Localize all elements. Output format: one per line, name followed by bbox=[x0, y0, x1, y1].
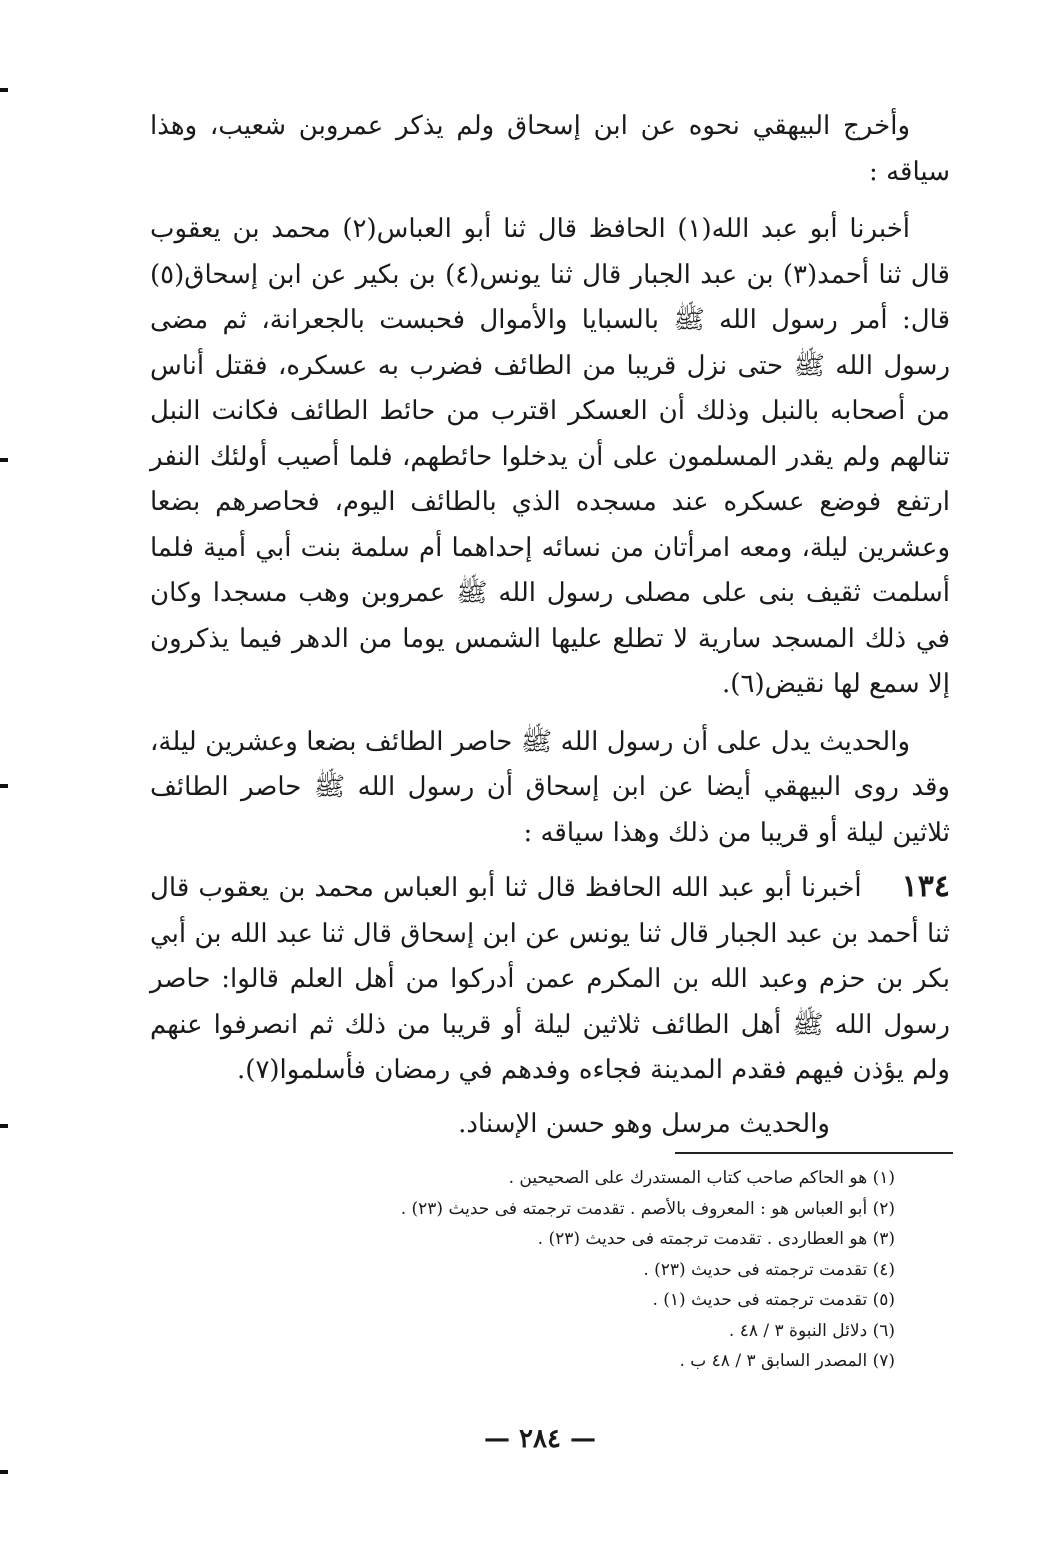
page-number: — ٢٨٤ — bbox=[483, 1424, 597, 1454]
hadith-number: ١٣٤ bbox=[901, 869, 950, 904]
paragraph-intro: وأخرج البيهقي نحوه عن ابن إسحاق ولم يذكر عمروبن شعيب، وهذا سياقه : bbox=[150, 111, 950, 187]
footnote-4: (٤) تقدمت ترجمته فى حديث (٢٣) . bbox=[643, 1259, 895, 1280]
footnote-5: (٥) تقدمت ترجمته فى حديث (١) . bbox=[652, 1290, 895, 1310]
scan-edge-mark bbox=[0, 88, 8, 92]
hadith-text: أخبرنا أبو عبد الله الحافظ قال ثنا أبو العباس محمد بن يعقوب قال ثنا أحمد بن عبد الجبار قال ثنا يونس عن ابن إسحاق قال ثنا عبد الله بن أبي بكر بن حزم وعبد الله بن المكرم عمن أدركوا من أهل العلم قالوا: حاصر رسول الله ﷺ أهل الطائف ثلاثين ليلة أو قريبا من ذلك ثم انصرفوا عنهم ولم يؤذن فيهم فقدم المدينة فجاءه وفدهم في رمضان فأسلموا(٧). bbox=[150, 873, 950, 1085]
paragraph-commentary: والحديث يدل على أن رسول الله ﷺ حاصر الطائف بضعا وعشرين ليلة، وقد روى البيهقي أيضا عن ابن إسحاق أن رسول الله ﷺ حاصر الطائف ثلاثين ليلة أو قريبا من ذلك وهذا سياقه : bbox=[150, 726, 950, 848]
footnote-6: (٦) دلائل النبوة ٣ / ٤٨ . bbox=[728, 1320, 895, 1341]
footnote-divider bbox=[675, 1152, 953, 1154]
footnote-3: (٣) هو العطاردى . تقدمت ترجمته فى حديث (٢٣) . bbox=[537, 1229, 895, 1249]
main-text bbox=[150, 104, 950, 1147]
footnotes bbox=[400, 1163, 895, 1377]
footnote-1: (١) هو الحاكم صاحب كتاب المستدرك على الصحيحين . bbox=[508, 1168, 895, 1188]
scan-edge-mark bbox=[0, 1124, 8, 1128]
scan-edge-mark bbox=[0, 784, 8, 788]
footnote-7: (٧) المصدر السابق ٣ / ٤٨ ب . bbox=[679, 1351, 895, 1371]
paragraph-grading: والحديث مرسل وهو حسن الإسناد. bbox=[458, 1108, 830, 1139]
scan-edge-mark bbox=[0, 1470, 8, 1474]
footnote-2: (٢) أبو العباس هو : المعروف بالأصم . تقدمت ترجمته فى حديث (٢٣) . bbox=[400, 1198, 895, 1219]
scan-edge-mark bbox=[0, 458, 8, 462]
paragraph-isnad-1: أخبرنا أبو عبد الله(١) الحافظ قال ثنا أبو العباس(٢) محمد بن يعقوب قال ثنا أحمد(٣) بن عبد الجبار قال ثنا يونس(٤) بن بكير عن ابن إسحاق(٥) قال: أمر رسول الله ﷺ بالسبايا والأموال فحبست بالجعرانة، ثم مضى رسول الله ﷺ حتى نزل قريبا من الطائف فضرب به عسكره، فقتل أناس من أصحابه بالنبل وذلك أن العسكر اقترب من حائط الطائف فكانت النبل تنالهم ولم يقدر المسلمون على أن يدخلوا حائطهم، فلما أصيب أولئك النفر ارتفع فوضع عسكره عند مسجده الذي بالطائف اليوم، فحاصرهم بضعا وعشرين ليلة، ومعه امرأتان من نسائه إحداهما أم سلمة بنت أبي أمية فلما أسلمت ثقيف بنى على مصلى رسول الله ﷺ عمروبن وهب مسجدا وكان في ذلك المسجد سارية لا تطلع عليها الشمس يوما من الدهر فيما يذكرون إلا سمع لها نقيض(٦). bbox=[150, 214, 950, 699]
paragraph-hadith-134 bbox=[150, 864, 950, 1094]
